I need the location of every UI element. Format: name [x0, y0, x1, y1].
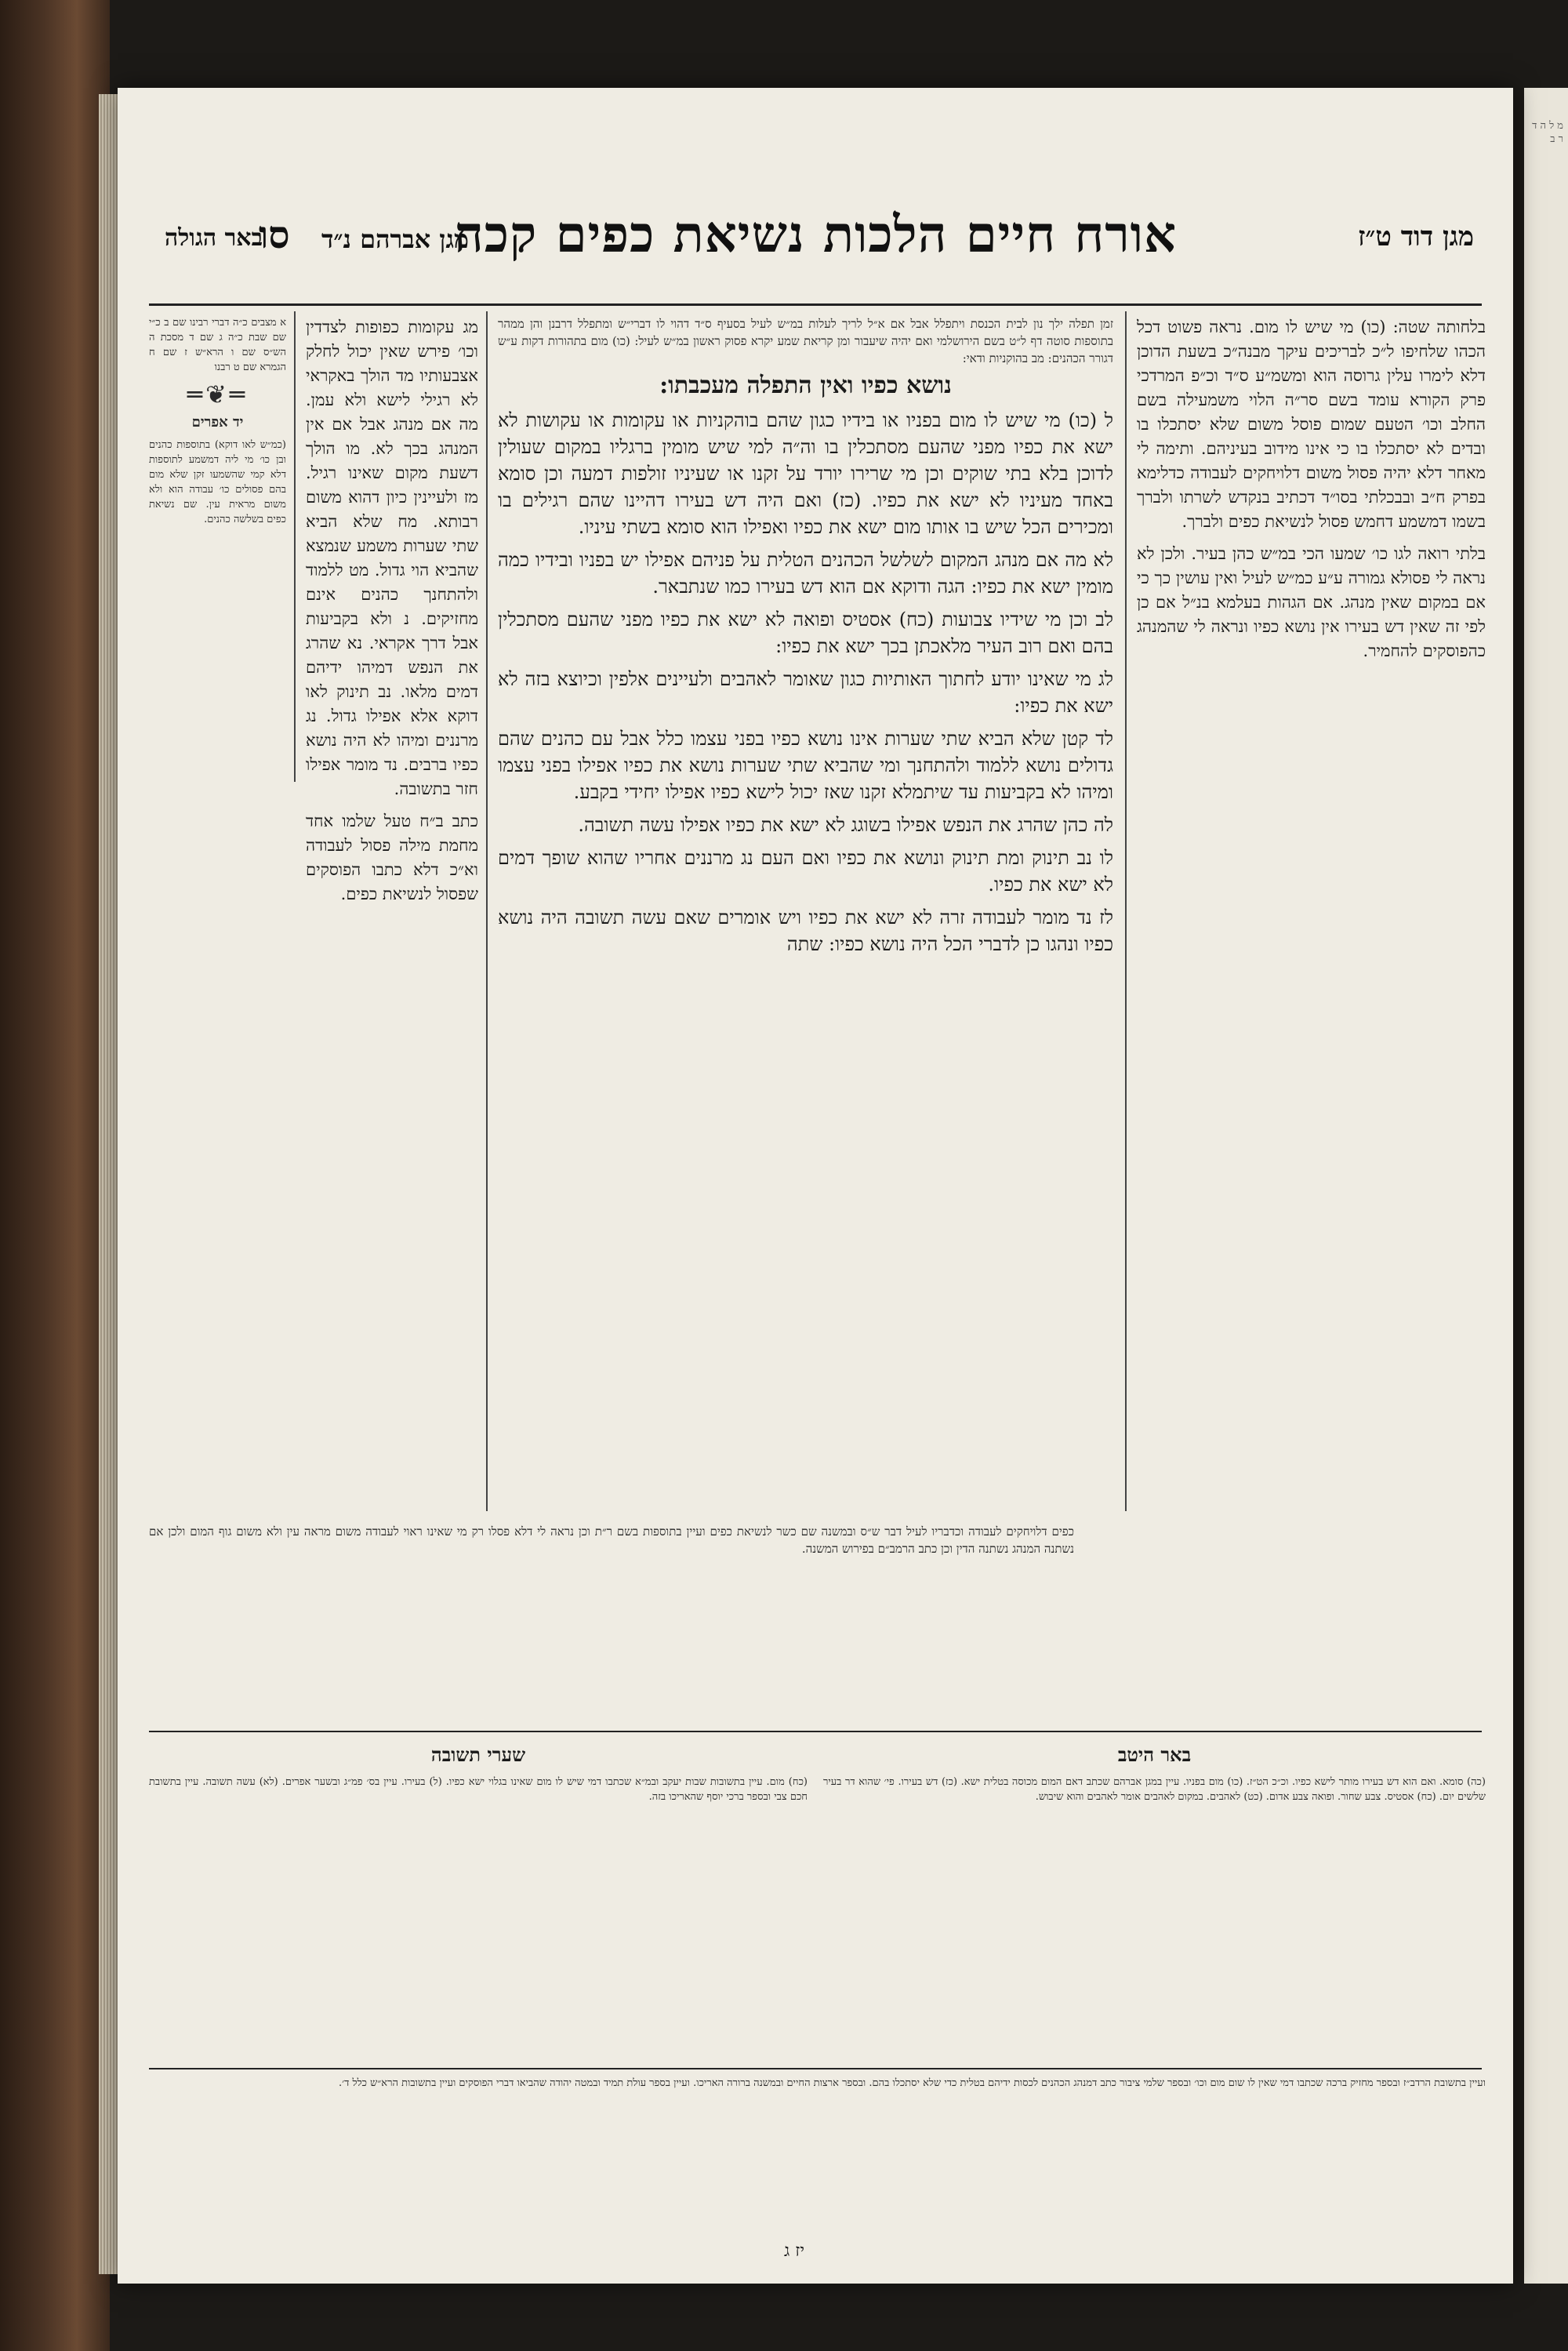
page	[118, 88, 1513, 2284]
lower-left-text: כפים דלויחקים לעבודה וכדבריו לעיל דבר ש״ס ובמשנה שם כשר לנשיאת כפים ועיין בתוספות בשם ר״ת וכן נראה לי דלא פסלו רק מי שאינו ראוי לעבודה משום מראה עין ולא משום גוף המום ולכן אם נשתנה המנהג נשתנה הדין וכן כתב הרמב״ם בפירוש המשנה.	[149, 1524, 1074, 1556]
running-header	[141, 205, 1490, 292]
beer-heitev-column	[823, 1739, 1486, 2052]
header-right-label: מגן דוד ט״ז	[1357, 221, 1474, 253]
seif-36: לו נב תינוק ומת תינוק ונושא את כפיו ואם העם נג מרננים אחריו שהוא שופך דמים לא ישא את כפיו.	[498, 847, 1113, 896]
siman-number: סו	[259, 213, 290, 257]
seif-33: לג מי שאינו יודע לחתוך האותיות כגון שאומר לאהבים ולעיינים אלפין וכיוצא בזה לא ישא את כפיו:	[498, 668, 1113, 717]
seif-35: לה כהן שהרג את הנפש אפילו בשוגג לא ישא את כפיו אפילו עשה תשובה.	[578, 814, 1113, 836]
beer-heitev-title: באר היטב	[1117, 1743, 1192, 1766]
magen-avraham-note: כתב ב״ח טעל שלמו אחד מחמת מילה פסול לעבודה וא״כ דלא כתבו הפוסקים שפסול לנשיאת כפים.	[306, 812, 478, 903]
book-binding	[0, 0, 110, 2351]
taz-column	[1137, 315, 1486, 1507]
page-title: אורח חיים הלכות נשיאת כפים קכח	[453, 205, 1178, 264]
magen-avraham-text: מג עקומות כפופות לצדדין וכו׳ פירש שאין יכול לחלק אצבעותיו מד הולך באקראי לא רגילי לישא ולא עמן. מה אם מנהג אבל אם אין המנהג בכך לא. מו הולך דשעת מקום שאינו רגיל. מז ולעיינין כיון דהוא משום רבותא. מח שלא הביא שתי שערות משמע שנמצא שהביא הוי גדול. מט ללמוד ולהתחנך כהנים אינם מחזיקים. נ ולא בקביעות אבל דרך אקראי. נא שהרג את הנפש דמיהו ידיהם דמים מלאו. נב תינוק לאו דוקא אלא אפילו גדול. נג מרננים ומיהו לא היה נושא כפיו ברבים. נד מומר אפילו חזר בתשובה.	[306, 318, 478, 798]
header-far-left-label: באר הגולה	[165, 224, 263, 252]
taz-continued: בלתי רואה לגו כו׳ שמעו הכי במ״ש כהן בעיר. ולכן לא נראה לי פסולא גמורה ע״ע כמ״ש לעיל ואין עושין כך כי אם במקום שאין מנהג. אם הגהות בעלמא בנ״ל אם כן לפי זה שאין דש בעירו אין נושא כפיו ונראה לי שהמנהג כהפוסקים להחמיר.	[1137, 544, 1486, 660]
divider-magen-avraham	[486, 311, 488, 1511]
magen-avraham-column	[306, 315, 478, 1507]
shaarei-teshuva-title: שערי תשובה	[430, 1743, 526, 1766]
seif-31: לא מה אם מנהג המקום לשלשל הכהנים הטלית על פניהם אפילו יש בפניו ובידיו כמה מומין ישא את כפיו: הגה ודוקא אם הוא דש בעירו כמו שנתבאר.	[498, 549, 1113, 598]
seif-34: לד קטן שלא הביא שתי שערות אינו נושא כפיו בפני עצמו כלל אבל עם כהנים שהם גדולים נושא ללמוד ולהתחנך ומי שהביא שתי שערות נושא את כפיו אפילו בפני עצמו ומיהו לא בקביעות עד שיתמלא זקנו שאז יכול לישא כפיו אפילו יחידי בקבע.	[498, 728, 1113, 803]
seif-37: לז נד מומר לעבודה זרה לא ישא את כפיו ויש אומרים שאם עשה תשובה היה נושא כפיו ונהגו כן לדברי הכל היה נושא כפיו: שתה	[498, 907, 1113, 955]
seif-32: לב וכן מי שידיו צבועות (כח) אסטיס ופואה לא ישא את כפיו מפני שהעם מסתכלין בהם ואם רוב העיר מלאכתן בכך ישא את כפיו:	[498, 609, 1113, 657]
commentary-rule	[149, 1731, 1482, 1732]
beer-heitev-text: (כה) סומא. ואם הוא דש בעירו מותר לישא כפיו. וכ״כ הט״ז. (כו) מום בפניו. עיין במגן אברהם שכתב דאם המום מכוסה בטלית ישא. (כז) דש בעירו. פי׳ שהוא דר בעיר שלשים יום. (כח) אסטיס. צבע שחור. ופואה צבע אדום. (כט) לאהבים. במקום לאהבים אומר לאהבים והוא שיבוש.	[823, 1776, 1486, 1803]
ornament-divider: ═❦═	[187, 380, 249, 409]
seif-30: ל (כו) מי שיש לו מום בפניו או בידיו כגון שהם בוהקניות או עקומות או עקושות לא ישא את כפיו מפני שהעם מסתכלין בו וה״ה למי שיש מומין ברגליו במקום שעולין לדוכן בלא בתי שוקים וכן מי שרירו יורד על זקנו או שעיניו זולפות דמעה וכן סומא באחד מעיניו לא ישא את כפיו. (כז) ואם היה דש בעירו דהיינו שהם רגילים בו ומכירים הכל שיש בו אותו מום ישא את כפיו ואפילו הוא סומא בשתי עיניו.	[498, 409, 1113, 538]
main-title-line: נושא כפיו ואין התפלה מעכבתו:	[659, 372, 952, 399]
bottom-notes: ועיין בתשובת הרדב״ז ובספר מחזיק ברכה שכתבו דמי שאין לו שום מום וכו׳ ובספר שלמי ציבור כתב דמנהג הכהנים לכסות ידיהם בטלית כדי שלא יסתכלו בהם. ובספר ארצות החיים ובמשנה ברורה האריכו. ועיין בספר עולת תמיד ובמטה יהודה שהביאו דברי הפוסקים ועיין בתשובות הרא״ש כלל ד׳.	[338, 2077, 1486, 2089]
beer-hagola-text: א מצבים כ״ה דברי רבינו שם ב כ״י שם שבת כ״ה ג שם ד מסכת ה הש״ס שם ו הרא״ש ז שם ח הגמרא שם ט רבנו	[149, 317, 286, 373]
taz-text: בלחותה שטה: (כו) מי שיש לו מום. נראה פשוט דכל הכהו שלחיפו ל״כ לבריכים עיקך מבנה״כ בשעת הדוכן דלא לימרו עלין גרוסה הוא ומשמ״ע ס״ד וכ״פ המרדכי פרק הקורא עומד בשם סר״ה הלוי משמעילה בשם החלב וכו׳ הטעם שמום פוסל משום שלא יסתכלו בו ובדים לא יסתכלו בו כי אינו מידוב בעיניהם. ותימה לי מאחר דלא יהיה פסול משום דלויחקים לעבודה כדלימא בפרק ח״ב ובבכלתי בסו״ד דכתיב בנקדש לשרתו ולברך בשמו דמשמע דחמש פסול לנשיאת כפים ולברך.	[1137, 318, 1486, 531]
header-left-label: מגן אברהם נ״ד	[321, 224, 469, 254]
yad-efraim-title: יד אפרים	[191, 414, 244, 431]
main-column	[498, 315, 1113, 1515]
main-intro: זמן תפלה ילך נון לבית הכנסת ויתפלל אבל אם א״ל לריך לעלות במ״ש לעיל בסעיף ס״ד דהוי לו דברי״ש ומתפלל דרבנן והן ממהר בתוספות סוטה דף ל״ט בשם הירושלמי ואם יהיה שיעבור ומן קריאת שמע יקרא פסוק ראשון במ״ש לעיל: (כו) מום בתהורות דקות ע״ש דגורר הכהנים: מב בהוקניות ודאי:	[498, 317, 1113, 365]
yad-efraim-text: (כמ״ש לאו דוקא) בתוספות כהנים ובן כו׳ מי ליה דמשמע לתוספות דלא קמי שהשמעו זקן שלא מום בהם פסולים כו׳ עבודה הוא ולא משום מראית עין. שם נשיאת כפים בשלשה כהנים.	[149, 439, 286, 525]
header-rule	[149, 303, 1482, 306]
divider-taz	[1125, 311, 1127, 1511]
notes-rule	[149, 2068, 1482, 2069]
next-page-strip	[1524, 88, 1568, 2284]
next-page-text: מ ל ה ד ר ב	[1532, 120, 1563, 145]
signature-mark: יז ג	[784, 2241, 805, 2261]
shaarei-teshuva-column	[149, 1739, 808, 2052]
shaarei-teshuva-text: (כח) מום. עיין בתשובות שבות יעקב ובמ״א שכתבו דמי שיש לו מום שאינו בגלוי ישא כפיו. (ל) בעירו. עיין בס׳ פמ״ג ובשער אפרים. (לא) עשה תשובה. עיין בתשובת חכם צבי ובספר ברכי יוסף שהאריכו בזה.	[149, 1776, 808, 1803]
divider-beer-hagola	[294, 311, 296, 782]
beer-hagola-column	[149, 315, 286, 1099]
